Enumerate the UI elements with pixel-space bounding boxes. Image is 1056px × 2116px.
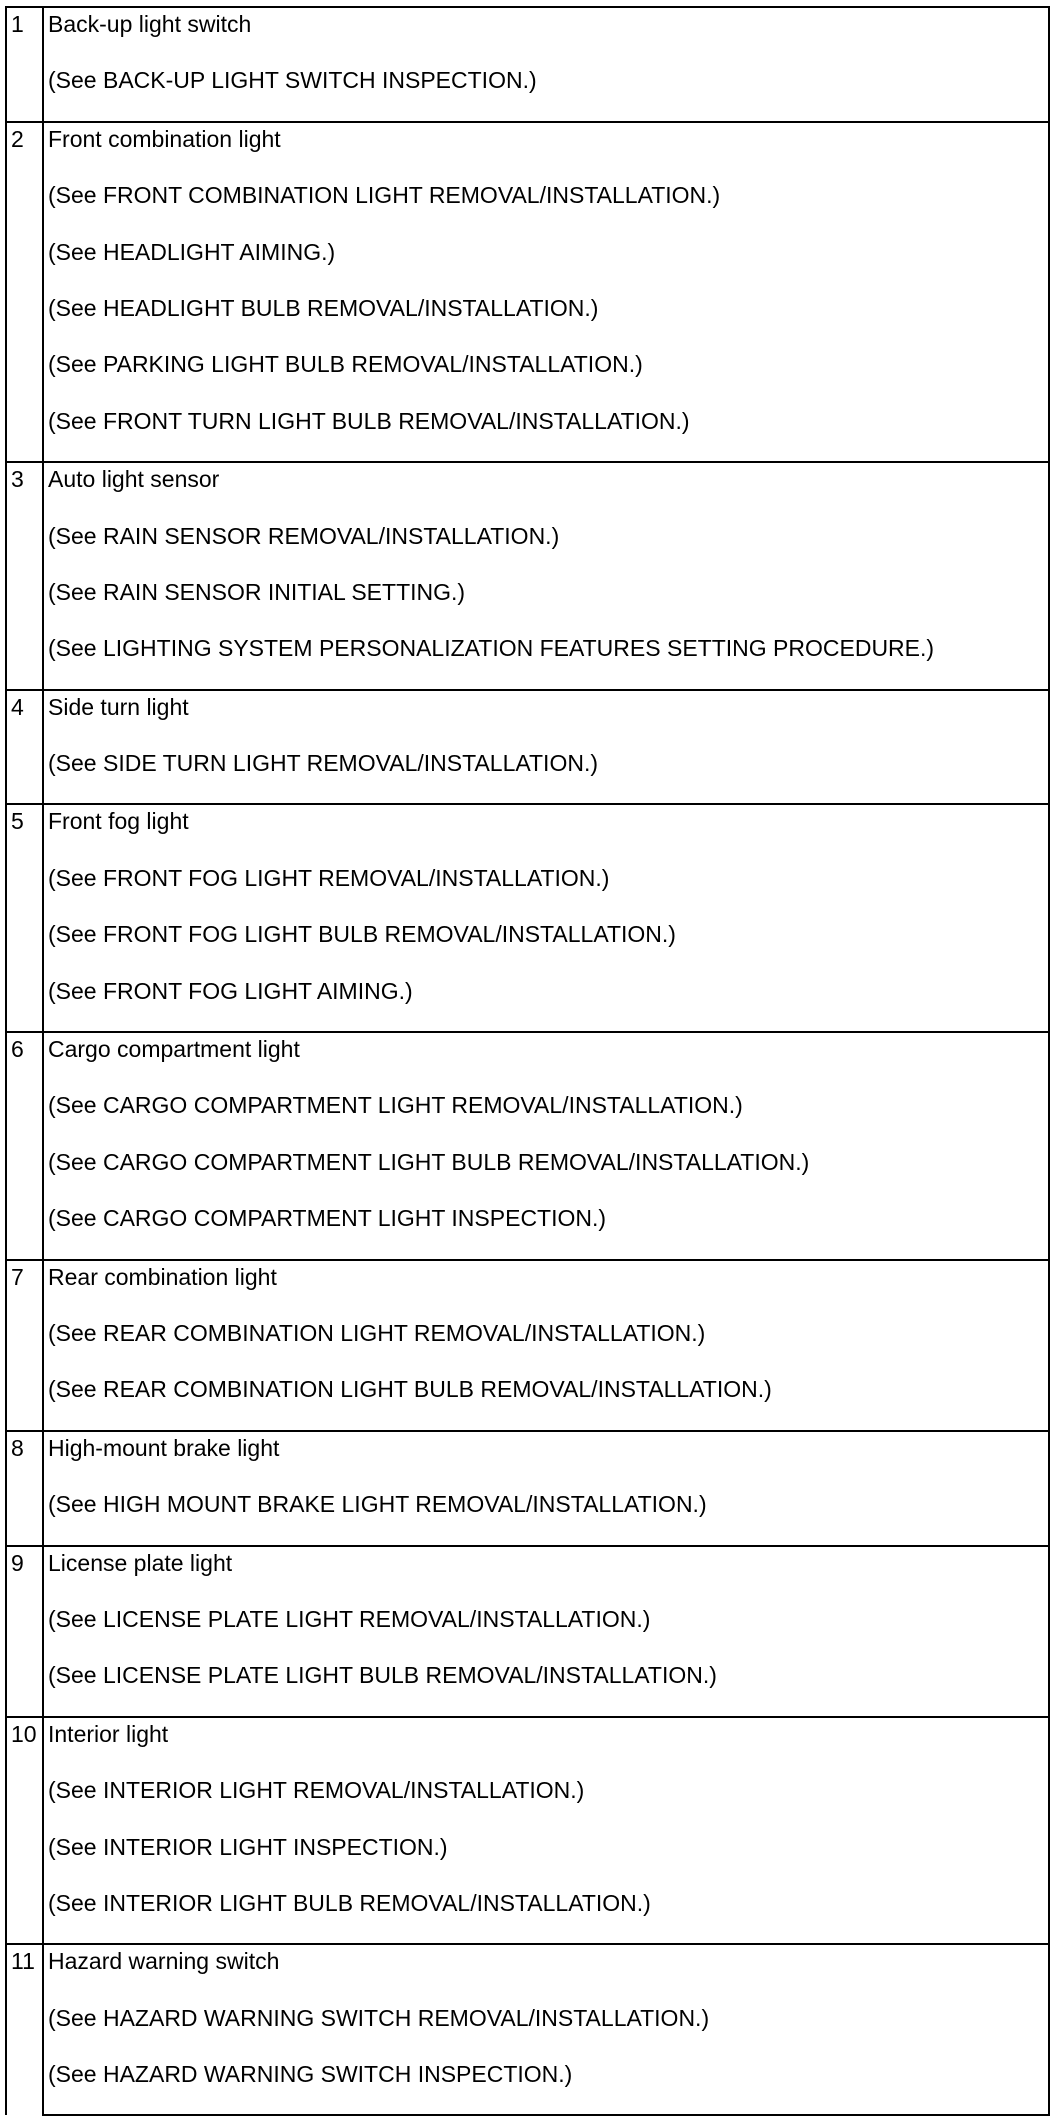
component-row: [6, 804, 1049, 861]
component-table-body: [6, 7, 1049, 2115]
component-number-cell: [6, 804, 43, 1032]
component-number-cell: [6, 122, 43, 462]
component-row: [6, 1944, 1049, 2001]
component-number: 10: [11, 1720, 37, 1747]
reference-cell: [43, 1831, 1049, 1887]
reference-row: [6, 1659, 1049, 1716]
procedure-reference: (See INTERIOR LIGHT REMOVAL/INSTALLATION.): [48, 1777, 585, 1804]
procedure-reference: (See CARGO COMPARTMENT LIGHT BULB REMOVAL/INSTALLATION.): [48, 1148, 810, 1175]
reference-row: [6, 1488, 1049, 1545]
reference-cell: [43, 1887, 1049, 1944]
component-name-cell: [43, 122, 1049, 179]
component-name: Front combination light: [48, 125, 281, 152]
component-row: [6, 7, 1049, 64]
procedure-reference: (See RAIN SENSOR INITIAL SETTING.): [48, 578, 466, 605]
component-name: Cargo compartment light: [48, 1036, 300, 1063]
reference-cell: [43, 862, 1049, 918]
reference-cell: [43, 405, 1049, 462]
reference-row: [6, 1831, 1049, 1887]
component-row: [6, 1032, 1049, 1089]
reference-cell: [43, 632, 1049, 689]
component-name-cell: [43, 1260, 1049, 1317]
component-number-cell: [6, 1944, 43, 2115]
component-name-cell: [43, 7, 1049, 64]
component-number: 5: [11, 808, 24, 835]
reference-cell: [43, 348, 1049, 404]
component-name-cell: [43, 1032, 1049, 1089]
reference-cell: [43, 2002, 1049, 2058]
component-row: [6, 462, 1049, 519]
component-name-cell: [43, 1944, 1049, 2001]
reference-row: [6, 1089, 1049, 1145]
reference-row: [6, 2002, 1049, 2058]
procedure-reference: (See INTERIOR LIGHT INSPECTION.): [48, 1833, 448, 1860]
component-name: Rear combination light: [48, 1263, 277, 1290]
procedure-reference: (See FRONT FOG LIGHT BULB REMOVAL/INSTALLATION.): [48, 921, 676, 948]
reference-cell: [43, 1659, 1049, 1716]
procedure-reference: (See FRONT FOG LIGHT REMOVAL/INSTALLATION.): [48, 864, 610, 891]
reference-cell: [43, 975, 1049, 1032]
procedure-reference: (See CARGO COMPARTMENT LIGHT INSPECTION.): [48, 1205, 607, 1232]
component-number-cell: [6, 690, 43, 805]
component-number: 9: [11, 1549, 24, 1576]
procedure-reference: (See FRONT FOG LIGHT AIMING.): [48, 977, 413, 1004]
procedure-reference: (See INTERIOR LIGHT BULB REMOVAL/INSTALLATION.): [48, 1889, 651, 1916]
reference-cell: [43, 1317, 1049, 1373]
component-name-cell: [43, 690, 1049, 747]
component-number: 11: [11, 1948, 35, 1975]
reference-cell: [43, 64, 1049, 121]
reference-cell: [43, 2058, 1049, 2115]
reference-cell: [43, 1774, 1049, 1830]
procedure-reference: (See RAIN SENSOR REMOVAL/INSTALLATION.): [48, 522, 560, 549]
procedure-reference: (See FRONT TURN LIGHT BULB REMOVAL/INSTALLATION.): [48, 407, 690, 434]
reference-row: [6, 1774, 1049, 1830]
component-reference-table: [5, 6, 1050, 2116]
component-row: [6, 1546, 1049, 1603]
reference-row: [6, 1146, 1049, 1202]
reference-row: [6, 1317, 1049, 1373]
component-name-cell: [43, 1717, 1049, 1774]
reference-row: [6, 520, 1049, 576]
reference-cell: [43, 1373, 1049, 1430]
reference-row: [6, 179, 1049, 235]
reference-row: [6, 405, 1049, 462]
component-number: 3: [11, 466, 24, 493]
component-name: Hazard warning switch: [48, 1948, 280, 1975]
component-name: Interior light: [48, 1720, 169, 1747]
component-name-cell: [43, 462, 1049, 519]
reference-row: [6, 1603, 1049, 1659]
procedure-reference: (See HEADLIGHT BULB REMOVAL/INSTALLATION.): [48, 294, 599, 321]
reference-cell: [43, 236, 1049, 292]
procedure-reference: (See REAR COMBINATION LIGHT BULB REMOVAL/INSTALLATION.): [48, 1376, 772, 1403]
reference-cell: [43, 747, 1049, 804]
procedure-reference: (See HEADLIGHT AIMING.): [48, 238, 336, 265]
procedure-reference: (See REAR COMBINATION LIGHT REMOVAL/INSTALLATION.): [48, 1319, 706, 1346]
reference-cell: [43, 1089, 1049, 1145]
procedure-reference: (See HAZARD WARNING SWITCH INSPECTION.): [48, 2061, 573, 2088]
component-name-cell: [43, 1431, 1049, 1488]
component-number: 2: [11, 125, 24, 152]
reference-cell: [43, 520, 1049, 576]
component-name: License plate light: [48, 1549, 233, 1576]
component-number-cell: [6, 462, 43, 690]
reference-cell: [43, 1603, 1049, 1659]
component-name: High-mount brake light: [48, 1434, 280, 1461]
reference-cell: [43, 1488, 1049, 1545]
reference-row: [6, 576, 1049, 632]
component-row: [6, 1717, 1049, 1774]
reference-row: [6, 2058, 1049, 2115]
reference-row: [6, 64, 1049, 121]
procedure-reference: (See CARGO COMPARTMENT LIGHT REMOVAL/INSTALLATION.): [48, 1092, 743, 1119]
component-row: [6, 690, 1049, 747]
component-name-cell: [43, 1546, 1049, 1603]
procedure-reference: (See BACK-UP LIGHT SWITCH INSPECTION.): [48, 67, 537, 94]
component-number: 6: [11, 1036, 24, 1063]
procedure-reference: (See SIDE TURN LIGHT REMOVAL/INSTALLATION.): [48, 750, 598, 777]
component-row: [6, 122, 1049, 179]
reference-cell: [43, 576, 1049, 632]
reference-cell: [43, 1202, 1049, 1259]
component-name: Side turn light: [48, 693, 189, 720]
procedure-reference: (See FRONT COMBINATION LIGHT REMOVAL/INSTALLATION.): [48, 182, 721, 209]
component-name: Auto light sensor: [48, 466, 220, 493]
procedure-reference: (See LICENSE PLATE LIGHT BULB REMOVAL/INSTALLATION.): [48, 1662, 717, 1689]
procedure-reference: (See PARKING LIGHT BULB REMOVAL/INSTALLATION.): [48, 351, 643, 378]
procedure-reference: (See LICENSE PLATE LIGHT REMOVAL/INSTALLATION.): [48, 1605, 651, 1632]
reference-cell: [43, 292, 1049, 348]
component-name-cell: [43, 804, 1049, 861]
component-number: 1: [11, 11, 24, 37]
reference-row: [6, 236, 1049, 292]
component-number: 8: [11, 1434, 24, 1461]
reference-row: [6, 747, 1049, 804]
reference-cell: [43, 918, 1049, 974]
component-number-cell: [6, 1546, 43, 1717]
component-number-cell: [6, 1260, 43, 1431]
component-row: [6, 1260, 1049, 1317]
reference-cell: [43, 1146, 1049, 1202]
component-number-cell: [6, 1717, 43, 1945]
component-number-cell: [6, 1431, 43, 1546]
reference-row: [6, 1373, 1049, 1430]
reference-row: [6, 918, 1049, 974]
component-name: Front fog light: [48, 808, 189, 835]
reference-row: [6, 348, 1049, 404]
component-number-cell: [6, 7, 43, 122]
component-name: Back-up light switch: [48, 11, 252, 37]
reference-row: [6, 1887, 1049, 1944]
component-number-cell: [6, 1032, 43, 1260]
component-number: 4: [11, 693, 24, 720]
reference-row: [6, 862, 1049, 918]
reference-row: [6, 632, 1049, 689]
component-row: [6, 1431, 1049, 1488]
procedure-reference: (See HIGH MOUNT BRAKE LIGHT REMOVAL/INSTALLATION.): [48, 1491, 707, 1518]
reference-row: [6, 975, 1049, 1032]
procedure-reference: (See LIGHTING SYSTEM PERSONALIZATION FEATURES SETTING PROCEDURE.): [48, 635, 935, 662]
procedure-reference: (See HAZARD WARNING SWITCH REMOVAL/INSTALLATION.): [48, 2004, 710, 2031]
reference-row: [6, 1202, 1049, 1259]
reference-row: [6, 292, 1049, 348]
reference-cell: [43, 179, 1049, 235]
component-number: 7: [11, 1263, 24, 1290]
